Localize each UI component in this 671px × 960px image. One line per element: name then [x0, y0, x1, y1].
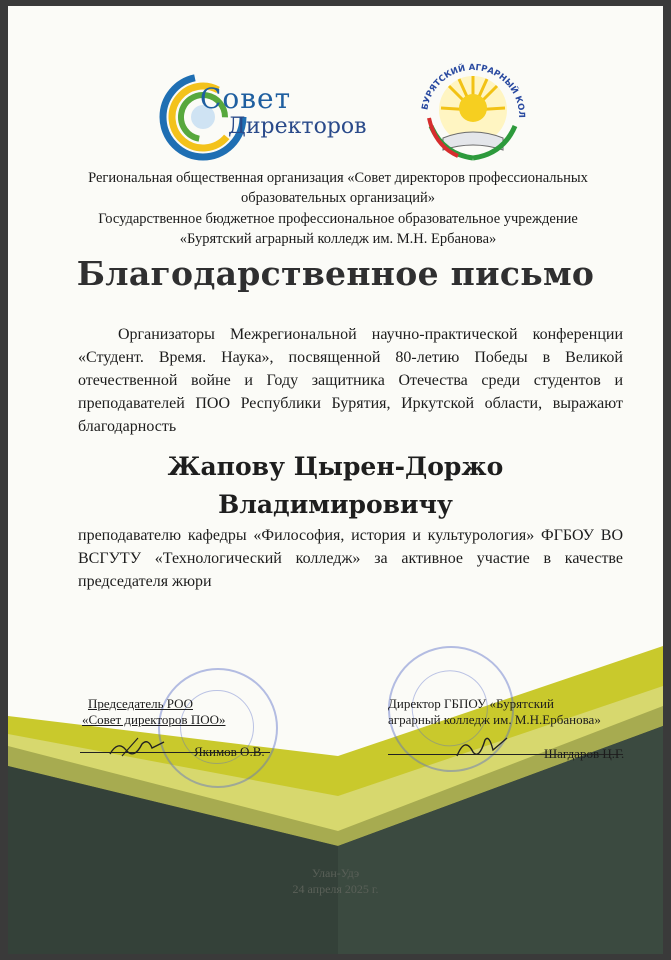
right-signer-title-line1: Директор ГБПОУ «Бурятский [388, 696, 554, 711]
college-emblem-icon [413, 46, 533, 171]
intro-text: Организаторы Межрегиональной научно-практической конференции «Студент. Время. Наука», посвященной 80-летию Победы в Великой отечественной войне и Году защитника Отечества среди студентов и преподавателей ПОО Республики Бурятия, Иркутской области, выражают благодарность [78, 326, 623, 435]
college-logo [413, 46, 533, 171]
right-signer-title-line2: аграрный колледж им. М.Н.Ербанова» [388, 712, 601, 727]
left-signer-title-line2: «Совет директоров ПОО» [82, 712, 226, 727]
org2-line1: Государственное бюджетное профессиональное образовательное учреждение [98, 211, 578, 227]
left-signer-name: Якимов О.В. [194, 744, 265, 759]
certificate-page [8, 6, 663, 954]
org1-line1: Региональная общественная организация «Совет директоров профессиональных [88, 170, 588, 186]
intro-paragraph [78, 323, 623, 438]
left-seal [158, 668, 278, 788]
right-handwritten-signature [453, 732, 513, 762]
footer-city: Улан-Удэ [311, 866, 360, 880]
footer-date: 24 апреля 2025 г. [292, 882, 379, 896]
details-paragraph [78, 524, 623, 593]
left-signer-title-line1: Председатель РОО [88, 696, 193, 711]
org2-line2: «Бурятский аграрный колледж им. М.Н. Ербанова» [179, 231, 497, 247]
right-signer-name: Шагдаров Ц.Г. [544, 746, 625, 761]
org1-line2: образовательных организаций» [240, 190, 435, 206]
page-title: Благодарственное письмо [76, 254, 595, 293]
recipient-patronymic: Владимировичу [218, 490, 453, 519]
council-logo [158, 72, 388, 164]
bottom-decoration [8, 646, 663, 954]
college-ring-text: БУРЯТСКИЙ АГРАРНЫЙ КОЛ [420, 62, 527, 119]
council-logo-word2: Директоров [228, 114, 367, 139]
details-text: преподавателю кафедры «Философия, история и культурология» ФГБОУ ВО ВСГУТУ «Технологический колледж» за активное участие в качестве председателя жюри [78, 527, 623, 590]
recipient-surname: Жапову Цырен-Доржо [167, 452, 504, 481]
council-logo-word1: Совет [200, 82, 292, 115]
left-handwritten-signature [108, 734, 168, 760]
